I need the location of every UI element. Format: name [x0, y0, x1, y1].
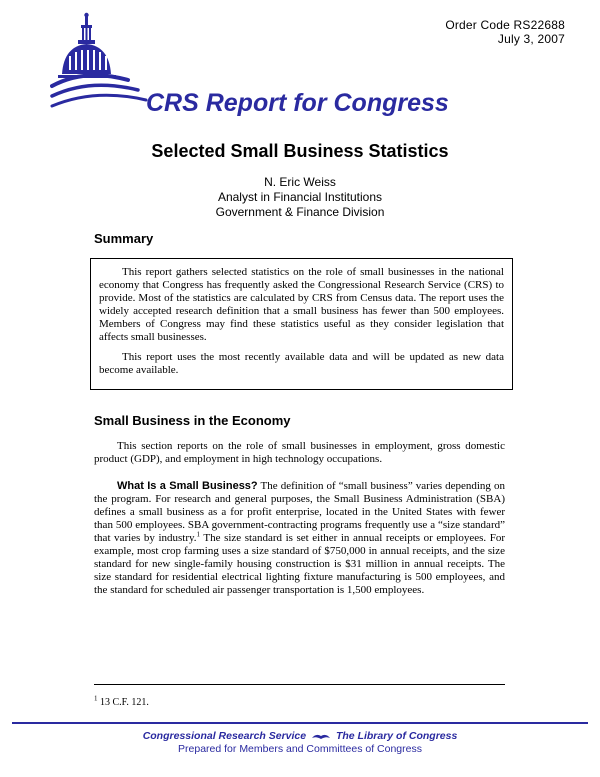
report-series-title: CRS Report for Congress: [146, 89, 449, 117]
report-date: July 3, 2007: [497, 32, 565, 46]
definition-section: [94, 480, 505, 597]
footnote-number: 1: [94, 694, 98, 703]
author-division: Government & Finance Division: [215, 205, 385, 219]
runin-heading: What Is a Small Business?: [117, 480, 258, 492]
summary-heading: Summary: [94, 231, 154, 246]
order-code: Order Code RS22688: [445, 18, 565, 32]
summary-box: [90, 258, 513, 390]
footnote-reference[interactable]: 1: [196, 530, 201, 539]
document-title: Selected Small Business Statistics: [151, 141, 449, 161]
footnote-text: 13 C.F. 121.: [97, 697, 149, 708]
author-position: Analyst in Financial Institutions: [217, 190, 383, 204]
footer-divider: [12, 722, 588, 724]
footnote: [94, 694, 149, 708]
section-heading: Small Business in the Economy: [94, 413, 291, 428]
author-name: N. Eric Weiss: [264, 175, 336, 189]
definition-paragraph: [94, 480, 505, 597]
section-intro: [94, 440, 505, 466]
summary-paragraph-1: This report gathers selected statistics on the role of small businesses in the national economy that Congress has frequently asked the Congressional Research Service (CRS) to provide. Most of the statistics are calculated by CRS from Census data. The report uses the widely accepted research definition that a small business has fewer than 500 employees. Members of Congress may find these statistics useful as they consider legislation that affects small businesses.: [99, 266, 504, 343]
definition-text-2: The size standard is set either in annual receipts or employees. For example, most crop farming uses a size standard of $750,000 in annual receipts, and the size standard for new single-family housing construction is $31 million in annual receipts. The size standard for residential electrical lighting fixture manufacturing is 500 employees, and the standard for scheduled air passenger transportation is 1,500 employees.: [94, 532, 505, 596]
footer-crs: Congressional Research Service: [142, 730, 307, 742]
definition-text-1: The definition of “small business” varies depending on the program. For research and general purposes, the Small Business Administration (SBA) defines a small business as a for profit enterprise, located in the United States with fewer than 500 employees. SBA government-contracting programs frequently use a “size standard” that varies by industry.: [94, 480, 505, 544]
capitol-dome-icon: [50, 12, 150, 118]
footer-prepared-for: Prepared for Members and Committees of Congress: [178, 743, 422, 755]
footnote-divider: [94, 684, 505, 685]
summary-paragraph-2: This report uses the most recently available data and will be updated as new data become available.: [99, 351, 504, 376]
eagle-separator-icon: [311, 732, 331, 741]
footer-loc: The Library of Congress: [335, 730, 458, 742]
intro-paragraph: This section reports on the role of small businesses in employment, gross domestic product (GDP), and employment in high technology occupations.: [94, 440, 505, 465]
author-block: [0, 175, 600, 220]
footer-organization: [0, 730, 600, 742]
order-code-block: [445, 18, 565, 46]
